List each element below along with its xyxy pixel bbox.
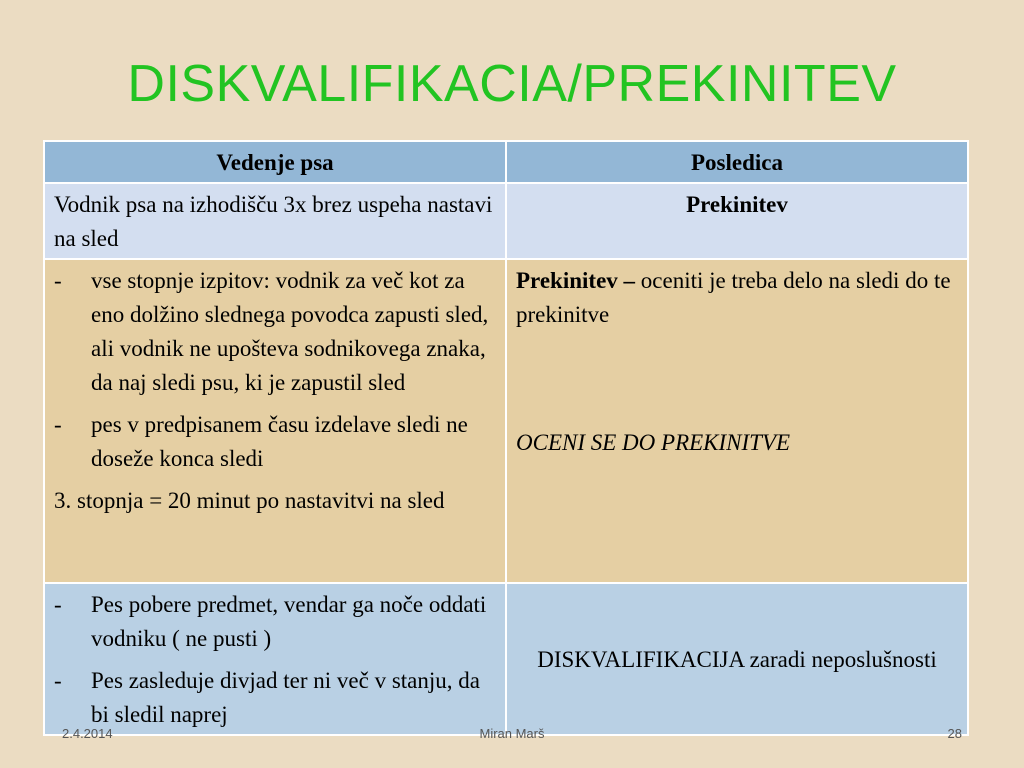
bullet-dash: -	[54, 412, 62, 437]
row2-bullet1: vse stopnje izpitov: vodnik za več kot za eno dolžino slednega povodca zapusti sled, ali vodnik ne upošteva sodnikovega znaka, da naj sledi psu, ki je zapustil sled	[91, 268, 489, 395]
bullet-dash: -	[54, 268, 62, 293]
list-item	[54, 264, 496, 400]
row3-consequence: DISKVALIFIKACIJA zaradi neposlušnosti	[506, 583, 968, 735]
table-row	[44, 583, 968, 735]
list-item	[54, 664, 496, 732]
header-posledica: Posledica	[506, 141, 968, 183]
footer-page-number: 28	[947, 726, 962, 741]
bullet-dash: -	[54, 668, 62, 693]
row2-behavior	[44, 259, 506, 583]
table-header-row	[44, 141, 968, 183]
row2-consequence-bold: Prekinitev –	[516, 268, 636, 293]
row2-bullet2: pes v predpisanem času izdelave sledi ne doseže konca sledi	[91, 412, 468, 471]
rules-table	[43, 140, 969, 736]
header-vedenje-psa: Vedenje psa	[44, 141, 506, 183]
footer-author: Miran Marš	[479, 726, 545, 741]
row3-bullet1: Pes pobere predmet, vendar ga noče oddati vodniku ( ne pusti )	[91, 592, 487, 651]
row1-behavior: Vodnik psa na izhodišču 3x brez uspeha nastavi na sled	[44, 183, 506, 259]
row2-consequence	[506, 259, 968, 583]
slide-title: DISKVALIFIKACIA/PREKINITEV	[127, 55, 897, 113]
list-item	[54, 408, 496, 476]
footer-date: 2.4.2014	[62, 726, 113, 741]
row2-consequence-rest: oceniti je treba delo na sledi do te prekinitve	[516, 268, 951, 327]
row2-consequence-text	[516, 264, 958, 332]
row1-consequence: Prekinitev	[506, 183, 968, 259]
row3-bullet2: Pes zasleduje divjad ter ni več v stanju, da bi sledil naprej	[91, 668, 480, 727]
row2-note: 3. stopnja = 20 minut po nastavitvi na sled	[54, 488, 445, 513]
table-row	[44, 183, 968, 259]
list-item	[54, 588, 496, 656]
row2-consequence-italic: OCENI SE DO PREKINITVE	[516, 430, 791, 455]
table-row	[44, 259, 968, 583]
bullet-dash: -	[54, 592, 62, 617]
row3-behavior	[44, 583, 506, 735]
